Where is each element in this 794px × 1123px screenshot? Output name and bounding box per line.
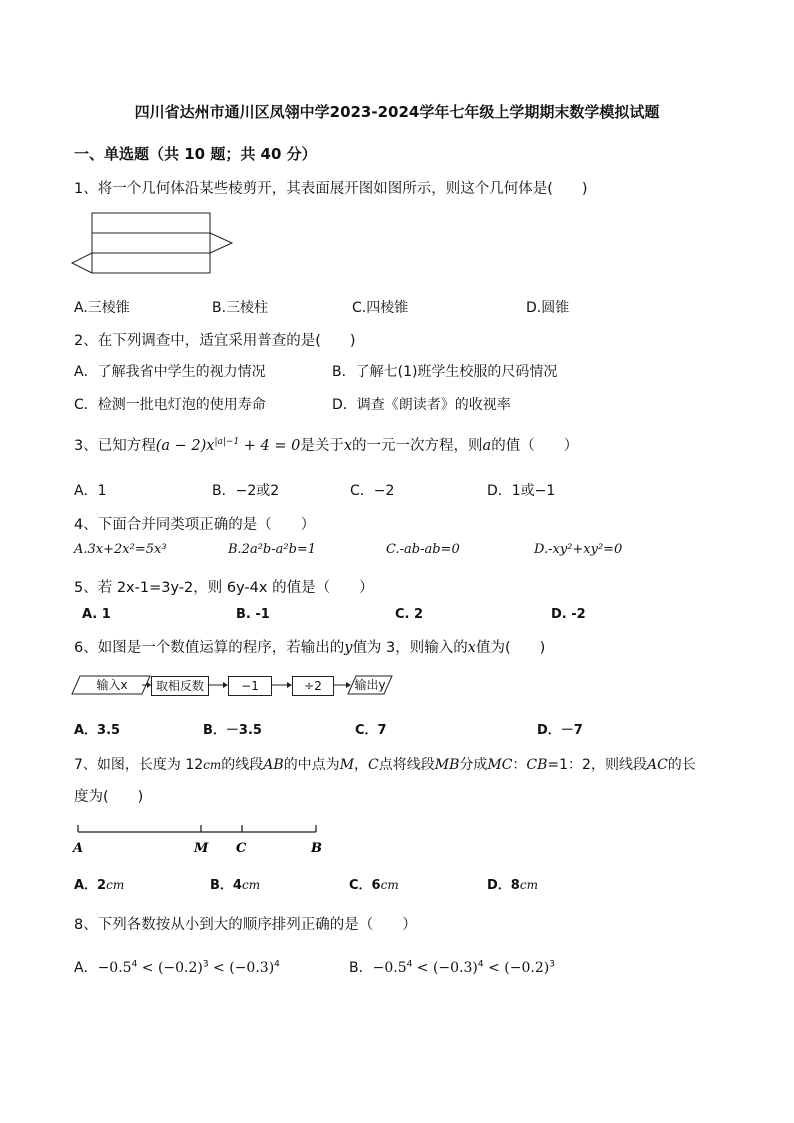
q2-option-d[interactable]: D．调查《朗读者》的收视率 bbox=[332, 397, 511, 413]
point-label-m: M bbox=[194, 841, 209, 856]
q5-option-a[interactable]: A. 1 bbox=[82, 607, 111, 622]
q6-option-d[interactable]: D．－7 bbox=[537, 723, 583, 738]
flow-step-minus-one: −1 bbox=[228, 676, 272, 696]
flow-step-divide-two: ÷2 bbox=[292, 676, 334, 696]
q7-option-d[interactable]: D．8cm bbox=[487, 878, 538, 893]
q3-option-a[interactable]: A．1 bbox=[74, 483, 107, 499]
q4-option-c[interactable]: C.-ab-ab=0 bbox=[386, 542, 460, 557]
q2-option-b[interactable]: B．了解七(1)班学生校服的尺码情况 bbox=[332, 364, 558, 380]
q2-option-c[interactable]: C．检测一批电灯泡的使用寿命 bbox=[74, 397, 266, 413]
q3-equation: (a − 2)x bbox=[155, 438, 215, 454]
q4-stem: 4、下面合并同类项正确的是（ ） bbox=[74, 517, 316, 533]
q3-option-c[interactable]: C．−2 bbox=[350, 483, 395, 499]
q2-option-a[interactable]: A．了解我省中学生的视力情况 bbox=[74, 364, 266, 380]
q1-option-b[interactable]: B.三棱柱 bbox=[212, 300, 269, 316]
q4-option-d[interactable]: D.-xy²+xy²=0 bbox=[534, 542, 623, 557]
q1-stem: 1、将一个几何体沿某些棱剪开，其表面展开图如图所示，则这个几何体是( ) bbox=[74, 181, 588, 197]
q7-option-a[interactable]: A．2cm bbox=[74, 878, 125, 893]
q1-option-c[interactable]: C.四棱锥 bbox=[352, 300, 409, 316]
q3-stem: 3、已知方程$(a - 2)x^{|a|-1} + 4 = 0$是关于x的一元一次方程，则a的值（ ） bbox=[74, 437, 579, 454]
q4-option-b[interactable]: B.2a²b-a²b=1 bbox=[228, 542, 317, 557]
flow-step-negate: 取相反数 bbox=[151, 676, 209, 696]
q7-option-b[interactable]: B．4cm bbox=[210, 878, 261, 893]
page-title: 四川省达州市通川区凤翎中学2023-2024学年七年级上学期期末数学模拟试题 bbox=[134, 103, 660, 121]
q6-option-c[interactable]: C．7 bbox=[355, 723, 387, 738]
q2-stem: 2、在下列调查中，适宜采用普查的是( ) bbox=[74, 333, 356, 349]
q3-option-d[interactable]: D．1或−1 bbox=[487, 483, 556, 499]
q6-option-a[interactable]: A．3.5 bbox=[74, 723, 121, 738]
flow-output-label: 输出y bbox=[354, 678, 386, 692]
q8-option-b[interactable]: B．$-0.5^4 < (-0.3)^4 < (-0.2)^3$ bbox=[349, 959, 555, 976]
q1-option-a[interactable]: A.三棱锥 bbox=[74, 300, 130, 316]
q6-option-b[interactable]: B．－3.5 bbox=[203, 723, 262, 738]
point-label-a: A bbox=[73, 841, 84, 856]
point-label-b: B bbox=[311, 841, 322, 856]
section-heading: 一、单选题（共 10 题；共 40 分） bbox=[74, 145, 317, 163]
q5-stem: 5、若 2x-1=3y-2，则 6y-4x 的值是（ ） bbox=[74, 580, 374, 596]
q3-option-b[interactable]: B．−2或2 bbox=[212, 483, 280, 499]
q5-option-b[interactable]: B. -1 bbox=[236, 607, 270, 622]
q8-option-a[interactable]: A．$-0.5^4 < (-0.2)^3 < (-0.3)^4$ bbox=[74, 959, 280, 976]
q1-option-d[interactable]: D.圆锥 bbox=[526, 300, 570, 316]
segment-figure bbox=[70, 820, 330, 860]
point-label-c: C bbox=[236, 841, 247, 856]
q8-stem: 8、下列各数按从小到大的顺序排列正确的是（ ） bbox=[74, 917, 417, 933]
q5-option-c[interactable]: C. 2 bbox=[395, 607, 424, 622]
q6-stem: 6、如图是一个数值运算的程序，若输出的y值为 3，则输入的x值为( ) bbox=[74, 640, 546, 656]
q7-option-c[interactable]: C．6cm bbox=[349, 878, 399, 893]
q4-option-a[interactable]: A.3x+2x²=5x³ bbox=[74, 542, 167, 557]
q5-option-d[interactable]: D. -2 bbox=[551, 607, 586, 622]
q7-stem-line2: 度为( ) bbox=[74, 789, 144, 805]
flow-input-label: 输入x bbox=[96, 678, 128, 692]
q7-stem-line1: 7、如图，长度为 12cm的线段AB的中点为M，C点将线段MB分成MC：CB=1：2，则线段AC的长 bbox=[74, 757, 696, 773]
